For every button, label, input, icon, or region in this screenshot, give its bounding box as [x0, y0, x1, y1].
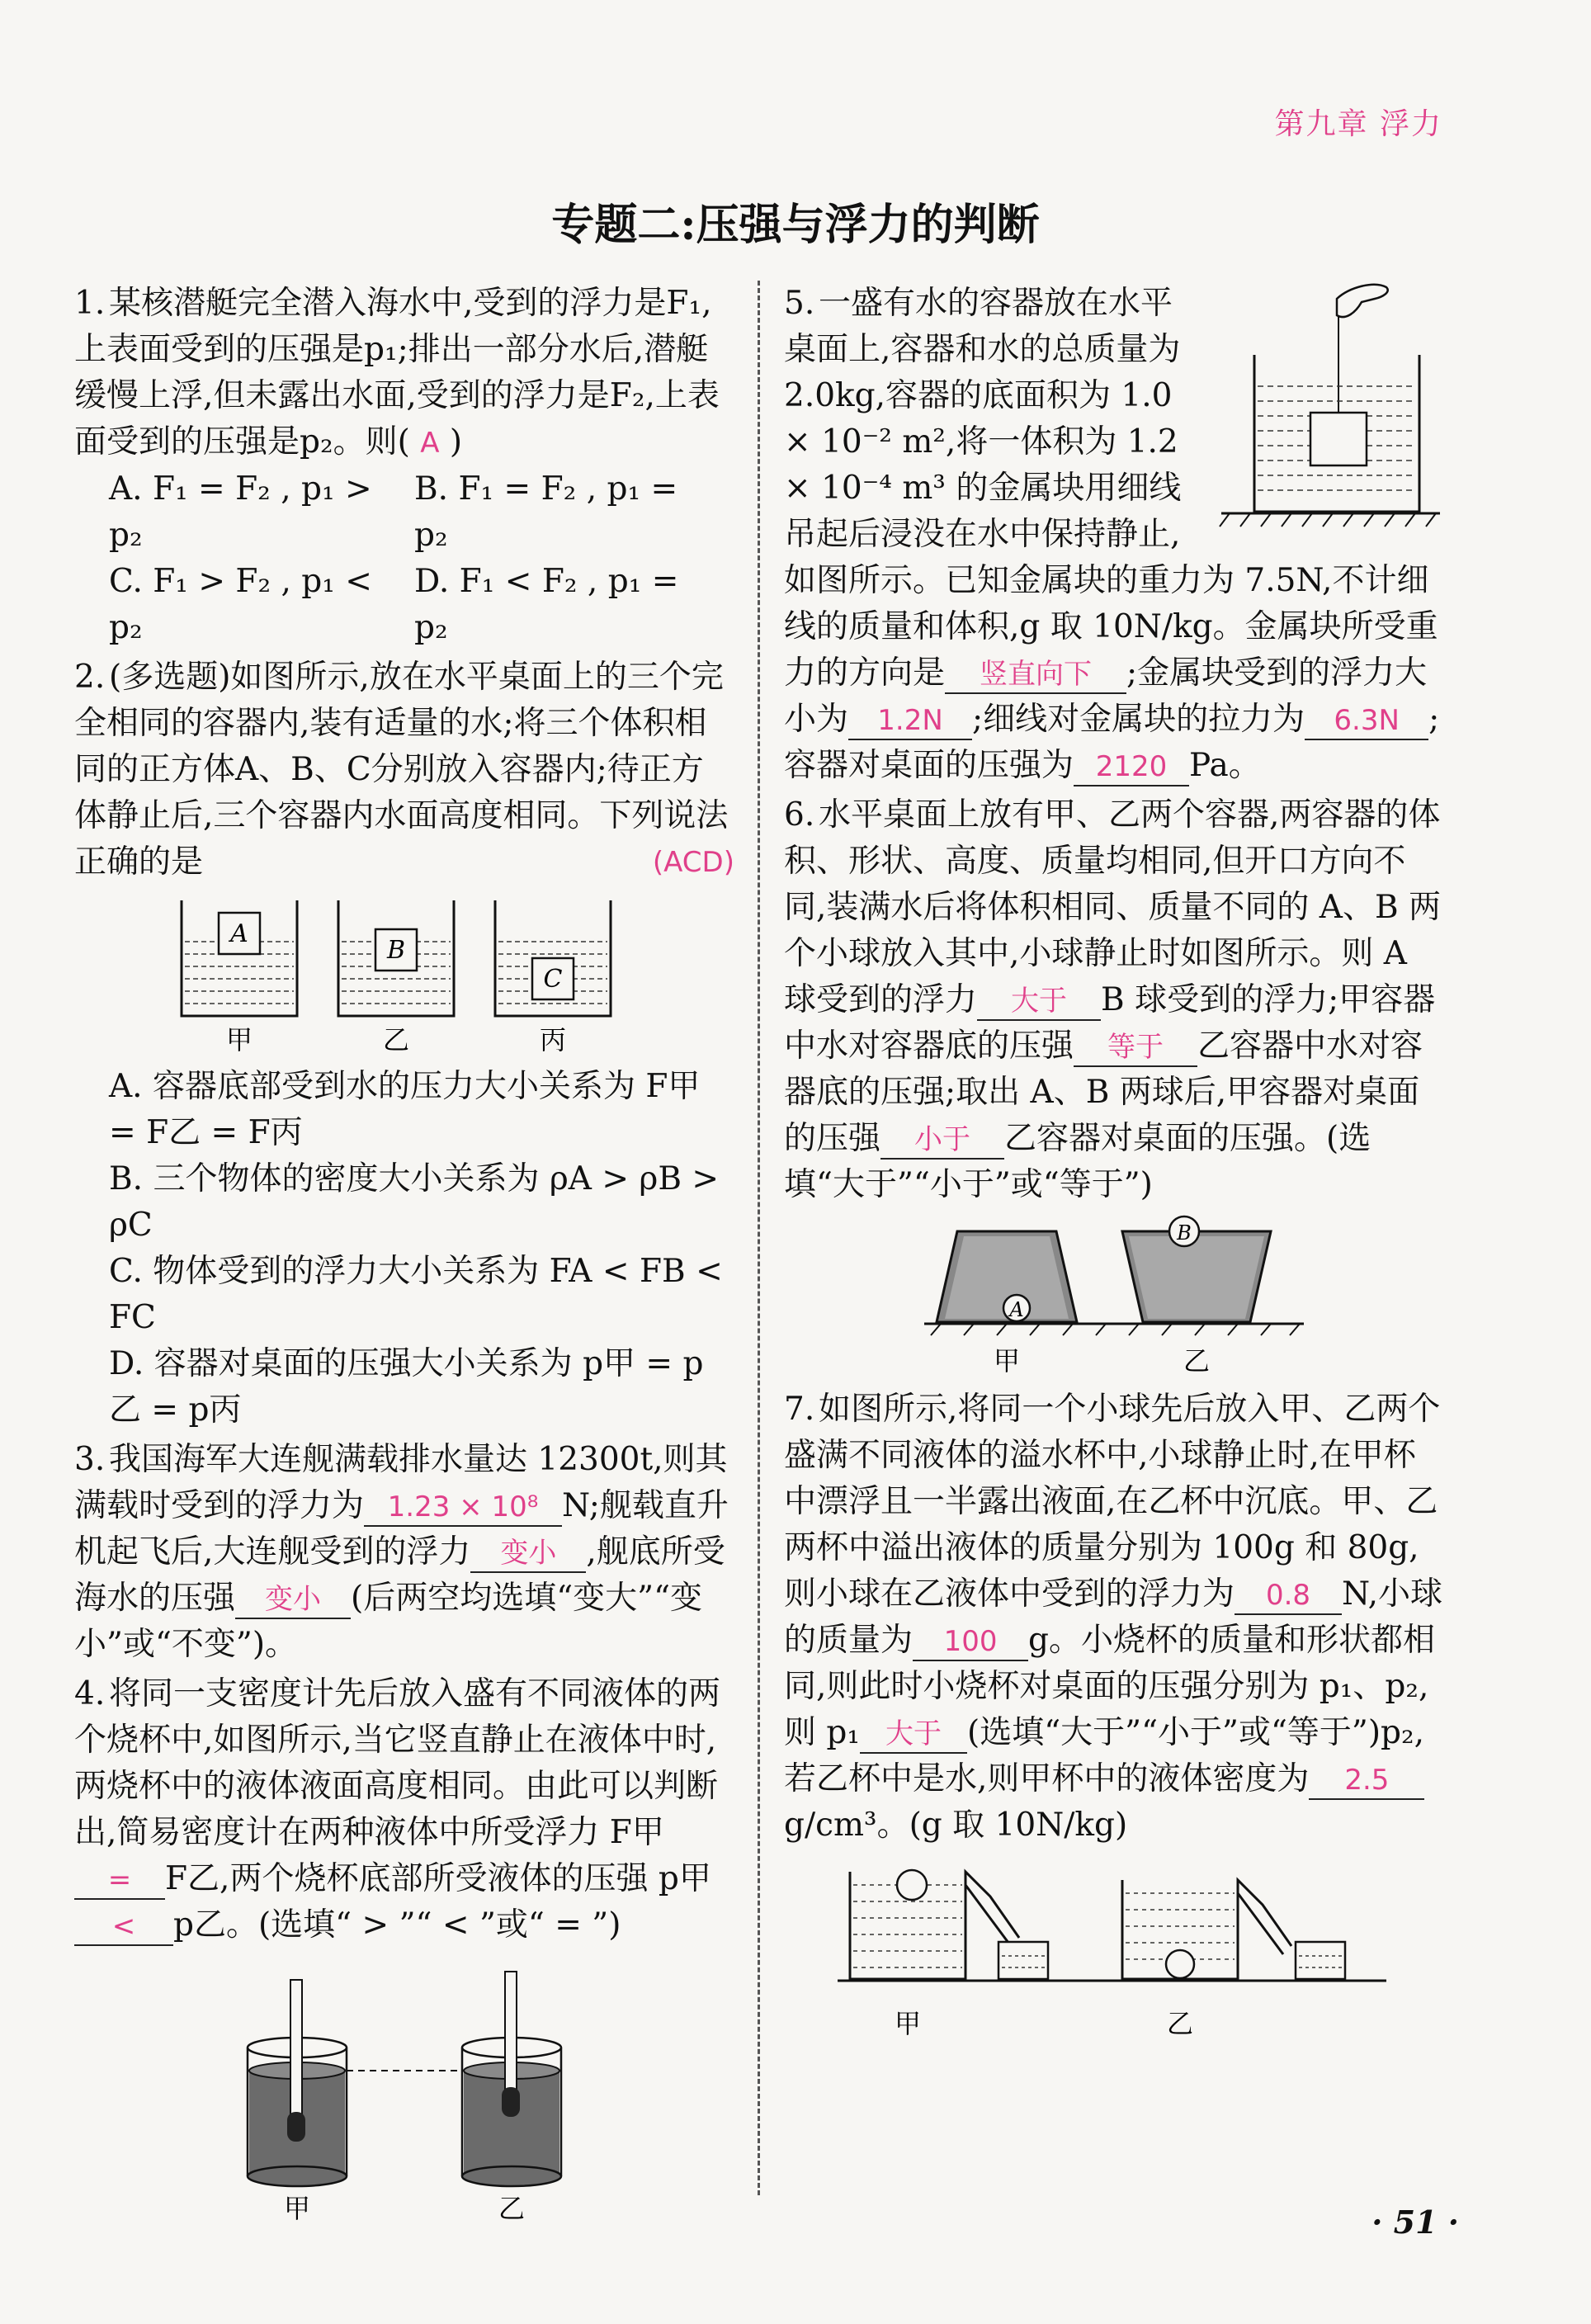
block-label: C — [543, 965, 563, 994]
question-text: ;容器对桌面的压强为 — [784, 701, 1440, 784]
page-number: · 51 · — [1371, 2204, 1459, 2241]
question-text: (后两空均选填“变大”“变小”或“不变”)。 — [74, 1580, 703, 1663]
question-number: 3. — [74, 1441, 106, 1478]
answer: A — [420, 427, 440, 460]
container-yi — [1122, 1216, 1271, 1377]
question-4 — [74, 1671, 734, 2227]
question-text: Pa。 — [1189, 747, 1261, 784]
question-text: ,舰底所受海水的压强 — [74, 1533, 725, 1617]
metal-block-container-figure — [1213, 281, 1444, 536]
answer-blank: 6.3N — [1305, 702, 1428, 740]
question-text: g。小烧杯的质量和形状都相同,则此时小烧杯对桌面的压强分别为 p₁、p₂,则 p₁ — [784, 1622, 1435, 1751]
overflow-cup-jia — [850, 1870, 1048, 2039]
ball-label: A — [1009, 1298, 1024, 1321]
question-text: 将同一支密度计先后放入盛有不同液体的两个烧杯中,如图所示,当它竖直静止在液体中时,两烧杯中的液体液面高度相同。由此可以判断出,简易密度计在两种液体中所受浮力 F甲 — [74, 1675, 721, 1851]
ball — [1166, 1950, 1194, 1978]
container-bing — [495, 900, 611, 1056]
container-label: 甲 — [225, 1024, 253, 1056]
small-beaker — [999, 1942, 1048, 1979]
options — [74, 466, 734, 651]
answer: (ACD) — [652, 846, 734, 879]
answer-blank: 等于 — [1074, 1029, 1197, 1067]
chapter-header: 第九章 浮力 — [1274, 107, 1442, 141]
overflow-cup-yi — [1122, 1880, 1345, 2039]
question-text: 乙容器对桌面的压强。(选填“大于”“小于”或“等于”) — [784, 1120, 1371, 1203]
left-column — [74, 281, 734, 2234]
question-text: ;细线对金属块的拉力为 — [972, 701, 1305, 738]
beaker-jia — [248, 1980, 347, 2224]
question-number: 6. — [784, 796, 815, 834]
question-number: 2. — [74, 659, 106, 696]
column-divider — [758, 281, 760, 2195]
option-c: C. 物体受到的浮力大小关系为 FA < FB < FC — [109, 1253, 723, 1336]
container-label: 乙 — [1183, 1345, 1211, 1377]
answer-blank: 变小 — [235, 1581, 351, 1619]
question-7 — [784, 1386, 1444, 2045]
ball-label: B — [1177, 1221, 1192, 1245]
question-text: B 球受到的浮力;甲容器中水对容器底的压强 — [784, 981, 1436, 1065]
ball — [897, 1870, 927, 1900]
question-2 — [74, 654, 734, 1434]
answer-blank: 2.5 — [1309, 1762, 1424, 1800]
option-d: D. F₁ < F₂ , p₁ = p₂ — [414, 563, 679, 646]
answer-blank: 1.23 × 10⁸ — [364, 1489, 562, 1527]
option-b: B. 三个物体的密度大小关系为 ρA > ρB > ρC — [109, 1160, 720, 1244]
option-c: C. F₁ > F₂ , p₁ < p₂ — [109, 563, 372, 646]
question-text: 一盛有水的容器放在水平桌面上,容器和水的总质量为 2.0kg,容器的底面积为 1.0 × 10⁻² m²,将一体积为 1.2 × 10⁻⁴ m³ 的金属块用细线吊起后浸没在水中保持静止,如图所示。已知金属块的重力为 7.5N,不计细线的质量和体积,g 取 10N/kg。金属块所受重力的方向是 — [784, 285, 1438, 692]
question-text: (多选题)如图所示,放在水平桌面上的三个完全相同的容器内,装有适量的水;将三个体积相同的正方体A、B、C分别放入容器内;待正方体静止后,三个容器内水面高度相同。下列说法正确的是 — [74, 659, 729, 881]
question-number: 4. — [74, 1675, 106, 1712]
answer-blank: 0.8 — [1235, 1577, 1342, 1615]
container-jia — [182, 900, 297, 1056]
answer-blank: 竖直向下 — [945, 656, 1126, 694]
hydrometer-figure — [231, 1955, 578, 2227]
question-text: 我国海军大连舰满载排水量达 12300t,则其满载时受到的浮力为 — [74, 1441, 728, 1524]
beaker-label: 乙 — [498, 2193, 526, 2224]
question-text: N,小球的质量为 — [784, 1575, 1443, 1659]
option-d: D. 容器对桌面的压强大小关系为 p甲 = p乙 = p丙 — [109, 1345, 704, 1429]
block-label: A — [230, 919, 248, 948]
question-text: 乙容器中水对容器底的压强;取出 A、B 两球后,甲容器对桌面的压强 — [784, 1027, 1423, 1157]
answer-blank: 小于 — [880, 1122, 1004, 1160]
answer-blank: = — [74, 1862, 165, 1900]
question-text: 水平桌面上放有甲、乙两个容器,两容器的体积、形状、高度、质量均相同,但开口方向不同,装满水后将体积相同、质量不同的 A、B 两个小球放入其中,小球静止时如图所示。则 A 球受到的浮力 — [784, 796, 1442, 1018]
beaker-yi — [462, 1972, 561, 2224]
answer-blank: 大于 — [860, 1716, 967, 1754]
container-label: 甲 — [993, 1345, 1021, 1377]
container-label: 丙 — [539, 1024, 567, 1056]
answer-blank: 2120 — [1074, 749, 1189, 786]
answer-blank: < — [74, 1908, 173, 1946]
page-title: 专题二:压强与浮力的判断 — [551, 200, 1040, 250]
beaker-label: 甲 — [283, 2193, 311, 2224]
three-containers-figure — [173, 892, 635, 1057]
question-text: p乙。(选填“ > ”“ < ”或“ = ”) — [173, 1906, 621, 1944]
paren-close: ) — [449, 423, 463, 461]
container-jia — [937, 1231, 1077, 1377]
cup-label: 乙 — [1166, 2008, 1194, 2039]
two-containers-figure — [924, 1215, 1304, 1380]
container-label: 乙 — [382, 1024, 410, 1056]
answer-blank: 1.2N — [848, 702, 972, 740]
metal-block — [1310, 413, 1367, 465]
question-text: ;金属块受到的浮力大小为 — [784, 654, 1428, 738]
container-yi — [338, 900, 454, 1056]
option-a: A. F₁ = F₂ , p₁ > p₂ — [109, 470, 372, 554]
overflow-cups-figure — [833, 1855, 1395, 2045]
question-number: 7. — [784, 1391, 815, 1428]
question-text: 如图所示,将同一个小球先后放入甲、乙两个盛满不同液体的溢水杯中,小球静止时,在甲杯中漂浮且一半露出液面,在乙杯中沉底。甲、乙两杯中溢出液体的质量分别为 100g 和 80g,则小球在乙液体中受到的浮力为 — [784, 1391, 1441, 1613]
block-label: B — [386, 936, 406, 965]
answer-blank: 变小 — [470, 1535, 586, 1573]
option-b: B. F₁ = F₂ , p₁ = p₂ — [414, 470, 678, 554]
question-1 — [74, 281, 734, 651]
answer-blank: 100 — [913, 1623, 1028, 1661]
cup-label: 甲 — [894, 2008, 922, 2039]
hand-icon — [1337, 285, 1388, 317]
question-number: 1. — [74, 285, 106, 322]
right-column — [784, 281, 1444, 2052]
question-text: F乙,两个烧杯底部所受液体的压强 p甲 — [165, 1860, 711, 1897]
small-beaker — [1296, 1942, 1345, 1979]
question-text: g/cm³。(g 取 10N/kg) — [784, 1807, 1128, 1844]
option-a: A. 容器底部受到水的压力大小关系为 F甲 = F乙 = F丙 — [109, 1068, 701, 1151]
question-text: 某核潜艇完全潜入海水中,受到的浮力是F₁,上表面受到的压强是p₁;排出一部分水后,潜艇缓慢上浮,但未露出水面,受到的浮力是F₂,上表面受到的压强是p₂。则( — [74, 285, 720, 461]
question-text: N;舰载直升机起飞后,大连舰受到的浮力 — [74, 1487, 729, 1571]
question-number: 5. — [784, 285, 815, 322]
question-5 — [784, 281, 1444, 789]
question-text: (选填“大于”“小于”或“等于”)p₂,若乙杯中是水,则甲杯中的液体密度为 — [784, 1714, 1425, 1797]
question-6 — [784, 792, 1444, 1380]
answer-blank: 大于 — [977, 983, 1101, 1021]
question-3 — [74, 1437, 734, 1668]
